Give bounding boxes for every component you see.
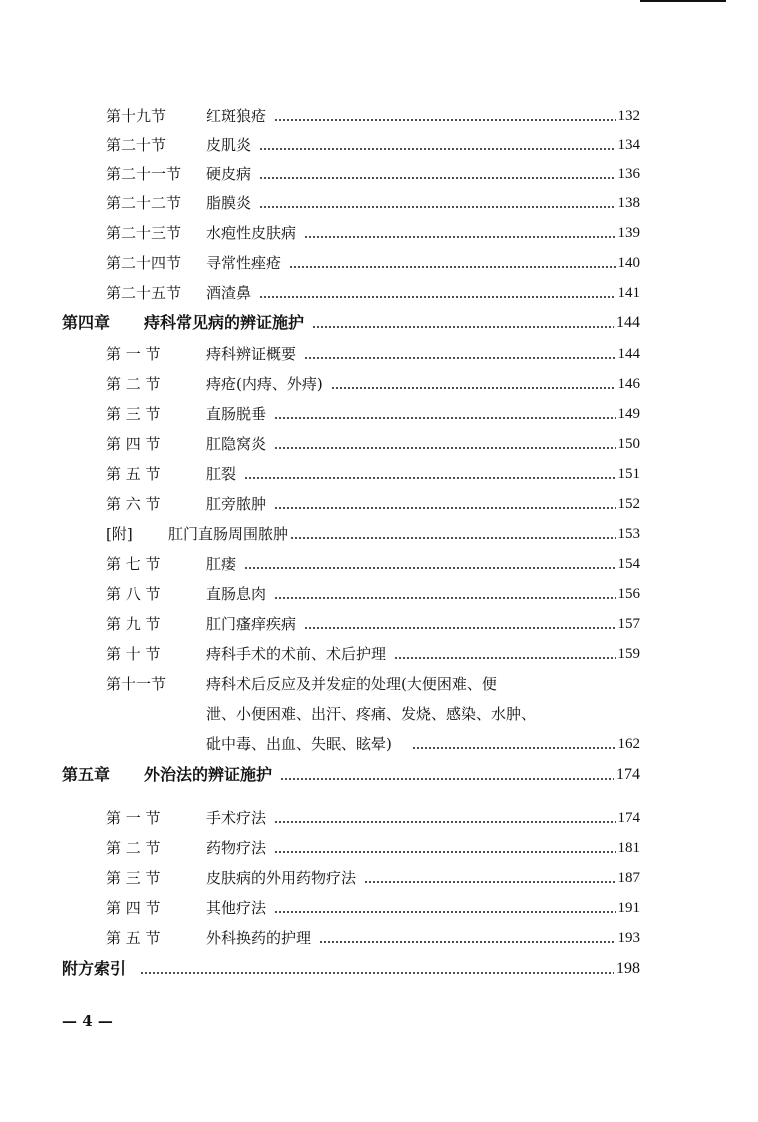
dot-leader: [274, 851, 615, 853]
section-number: 第 五 节: [106, 929, 161, 947]
toc-entry[interactable]: [106, 372, 640, 396]
appendix-index-title: 附方索引: [62, 959, 127, 978]
section-number: 第二十五节: [106, 284, 182, 302]
entry-title: 痔疮(内痔、外痔): [206, 375, 323, 393]
toc-entry[interactable]: [106, 402, 640, 426]
section-number: 第十九节: [106, 107, 167, 125]
chapter-number: 第五章: [62, 765, 111, 784]
page-number: 152: [617, 496, 640, 512]
section-number: 第二十二节: [106, 194, 182, 212]
section-number: 第二十一节: [106, 165, 182, 183]
page-number: 159: [617, 646, 640, 662]
dot-leader: [259, 177, 615, 179]
dot-leader: [304, 357, 615, 359]
entry-title: 皮肌炎: [206, 136, 252, 154]
entry-title: 肛隐窝炎: [206, 435, 267, 453]
dot-leader: [259, 148, 615, 150]
dot-leader: [274, 417, 615, 419]
chapter-title: 痔科常见病的辨证施护: [144, 313, 305, 332]
page-number: 140: [617, 255, 640, 271]
toc-entry[interactable]: [106, 221, 640, 245]
page-number: 174: [616, 766, 640, 783]
page-number: 144: [616, 314, 640, 331]
entry-title: 直肠脱垂: [206, 405, 267, 423]
entry-title-line1: 痔科术后反应及并发症的处理(大便困难、便: [206, 675, 497, 693]
top-rule: [640, 0, 726, 2]
section-number: 第 八 节: [106, 585, 161, 603]
page-number: 144: [617, 346, 640, 362]
toc-entry[interactable]: [106, 162, 640, 186]
entry-title-line2: 泄、小便困难、出汗、疼痛、发烧、感染、水肿、: [206, 705, 537, 723]
toc-appendix-index[interactable]: [62, 957, 640, 981]
dot-leader: [274, 597, 615, 599]
entry-title: 肛旁脓肿: [206, 495, 267, 513]
page-number: 156: [617, 586, 640, 602]
page-number: 153: [617, 526, 640, 542]
page-number: 193: [617, 930, 640, 946]
page-number: 198: [616, 960, 640, 977]
entry-title: 手术疗法: [206, 809, 267, 827]
toc-entry[interactable]: [106, 492, 640, 516]
entry-title-line3: 砒中毒、出血、失眠、眩晕): [206, 735, 392, 753]
section-number: 第 二 节: [106, 375, 161, 393]
dot-leader: [304, 236, 615, 238]
page-number: 132: [617, 108, 640, 124]
section-number: 第 六 节: [106, 495, 161, 513]
toc-entry[interactable]: [106, 552, 640, 576]
section-number: 第 一 节: [106, 809, 161, 827]
dot-leader: [319, 941, 615, 943]
dot-leader: [259, 296, 615, 298]
section-number: 第 十 节: [106, 645, 161, 663]
entry-title: 肛瘘: [206, 555, 237, 573]
dot-leader: [412, 747, 616, 749]
section-number: 第二十三节: [106, 224, 182, 242]
dot-leader: [259, 206, 615, 208]
entry-title: 外科换药的护理: [206, 929, 312, 947]
toc-entry[interactable]: [106, 133, 640, 157]
page-number: 191: [617, 900, 640, 916]
chapter-number: 第四章: [62, 313, 111, 332]
toc-chapter[interactable]: [62, 763, 640, 787]
page-number: 139: [617, 225, 640, 241]
dot-leader: [244, 567, 615, 569]
entry-title: 痔科辨证概要: [206, 345, 297, 363]
footer-page-number: — 4 —: [62, 1012, 113, 1030]
entry-title: 红斑狼疮: [206, 107, 267, 125]
toc-entry[interactable]: [106, 896, 640, 920]
page-number: 149: [617, 406, 640, 422]
entry-title: 酒渣鼻: [206, 284, 252, 302]
section-number: 第十一节: [106, 675, 167, 693]
section-number: 第 二 节: [106, 839, 161, 857]
page-number: 146: [617, 376, 640, 392]
page-number: 141: [617, 285, 640, 301]
toc-entry[interactable]: [106, 281, 640, 305]
toc-entry[interactable]: [106, 342, 640, 366]
page-number: 174: [617, 810, 640, 826]
appendix-marker: [附]: [106, 525, 133, 543]
dot-leader: [274, 911, 615, 913]
section-number: 第 四 节: [106, 435, 161, 453]
page-number: 162: [617, 736, 640, 752]
toc-appendix-entry[interactable]: [106, 522, 640, 546]
entry-title: 寻常性痤疮: [206, 254, 282, 272]
page-number: 150: [617, 436, 640, 452]
toc-entry[interactable]: [106, 836, 640, 860]
chapter-title: 外治法的辨证施护: [144, 765, 273, 784]
entry-title: 肛裂: [206, 465, 237, 483]
page-number: 136: [617, 166, 640, 182]
entry-title: 脂膜炎: [206, 194, 252, 212]
toc-entry[interactable]: [106, 191, 640, 215]
toc-entry[interactable]: [106, 926, 640, 950]
page-number: 151: [617, 466, 640, 482]
page-number: 181: [617, 840, 640, 856]
entry-title: 肛门直肠周围脓肿: [168, 525, 289, 543]
section-number: 第二十四节: [106, 254, 182, 272]
dot-leader: [244, 477, 615, 479]
toc-entry-multiline[interactable]: [106, 672, 640, 696]
dot-leader: [274, 447, 615, 449]
toc-entry[interactable]: [106, 432, 640, 456]
entry-title: 肛门瘙痒疾病: [206, 615, 297, 633]
page-number: 134: [617, 137, 640, 153]
toc-entry[interactable]: [106, 251, 640, 275]
section-number: 第 三 节: [106, 869, 161, 887]
dot-leader: [290, 537, 615, 539]
page-number: 154: [617, 556, 640, 572]
page-number: 187: [617, 870, 640, 886]
dot-leader: [364, 881, 615, 883]
dot-leader: [331, 387, 616, 389]
toc-chapter[interactable]: [62, 311, 640, 335]
dot-leader: [312, 326, 614, 328]
dot-leader: [274, 119, 615, 121]
page-number: 138: [617, 195, 640, 211]
section-number: 第 三 节: [106, 405, 161, 423]
entry-title: 硬皮病: [206, 165, 252, 183]
section-number: 第二十节: [106, 136, 167, 154]
toc-entry[interactable]: [106, 612, 640, 636]
page-number: 157: [617, 616, 640, 632]
entry-title: 水疱性皮肤病: [206, 224, 297, 242]
entry-title: 直肠息肉: [206, 585, 267, 603]
dot-leader: [304, 627, 615, 629]
toc-entry[interactable]: [106, 866, 640, 890]
toc-entry[interactable]: [106, 462, 640, 486]
dot-leader: [274, 507, 615, 509]
section-number: 第 九 节: [106, 615, 161, 633]
section-number: 第 七 节: [106, 555, 161, 573]
entry-title: 其他疗法: [206, 899, 267, 917]
toc-entry[interactable]: [106, 642, 640, 666]
section-number: 第 五 节: [106, 465, 161, 483]
toc-entry[interactable]: [106, 582, 640, 606]
dot-leader: [280, 778, 614, 780]
toc-entry-multiline-end[interactable]: [206, 732, 640, 756]
entry-title: 皮肤病的外用药物疗法: [206, 869, 357, 887]
entry-title: 痔科手术的术前、术后护理: [206, 645, 387, 663]
toc-entry[interactable]: [106, 806, 640, 830]
section-number: 第 一 节: [106, 345, 161, 363]
dot-leader: [140, 972, 614, 974]
dot-leader: [274, 821, 615, 823]
section-number: 第 四 节: [106, 899, 161, 917]
toc-entry[interactable]: [106, 104, 640, 128]
dot-leader: [394, 657, 615, 659]
entry-title: 药物疗法: [206, 839, 267, 857]
dot-leader: [289, 266, 615, 268]
